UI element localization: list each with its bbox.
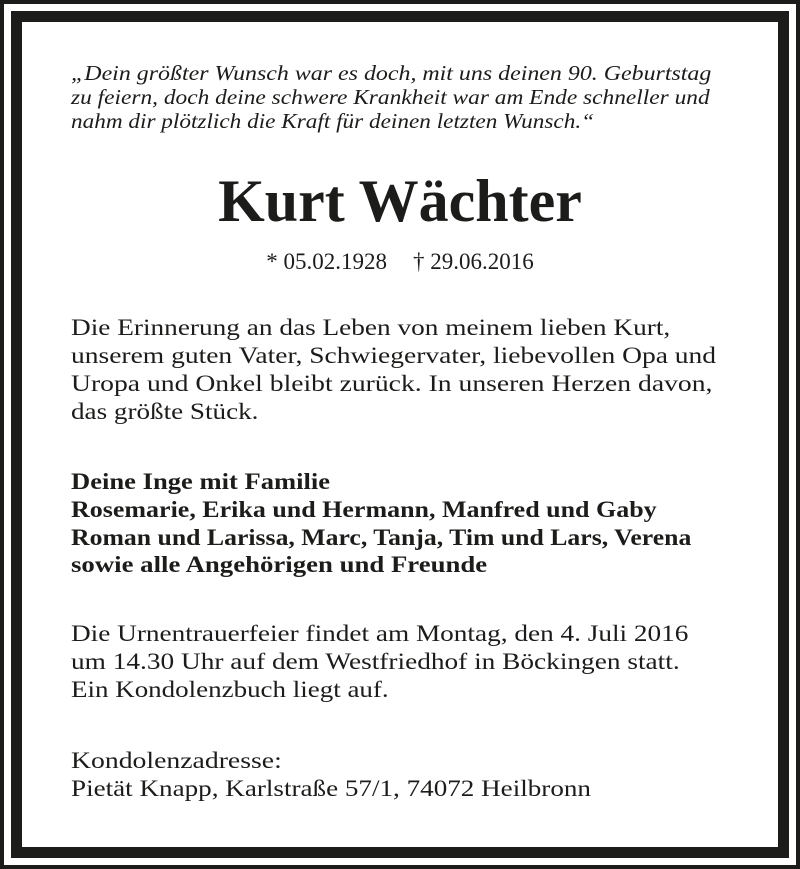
- death-date: † 29.06.2016: [413, 249, 534, 274]
- life-dates: [0, 248, 800, 276]
- quote-line: „Dein größter Wunsch war es doch, mit uns deinen 90. Geburtstag: [71, 61, 712, 85]
- memorial-line: unserem guten Vater, Schwiegervater, liebevollen Opa und: [71, 343, 717, 369]
- mourner-line: Roman und Larissa, Marc, Tanja, Tim und Lars, Verena: [71, 525, 692, 551]
- quote-line: zu feiern, doch deine schwere Krankheit war am Ende schneller und: [71, 85, 710, 109]
- condolence-address-line: Pietät Knapp, Karlstraße 57/1, 74072 Heilbronn: [71, 776, 591, 802]
- memorial-line: das größte Stück.: [71, 399, 259, 425]
- mourner-line: sowie alle Angehörigen und Freunde: [71, 552, 488, 578]
- ceremony-line: Ein Kondolenzbuch liegt auf.: [71, 677, 389, 703]
- mourner-line: Rosemarie, Erika und Hermann, Manfred und Gaby: [71, 497, 657, 523]
- condolence-label: Kondolenzadresse:: [71, 748, 282, 774]
- birth-date: * 05.02.1928: [266, 249, 387, 274]
- quote-line: nahm dir plötzlich die Kraft für deinen letzten Wunsch.“: [71, 109, 595, 133]
- memorial-line: Uropa und Onkel bleibt zurück. In unseren Herzen davon,: [71, 371, 713, 397]
- inner-border: [11, 11, 789, 858]
- mourner-line: Deine Inge mit Familie: [71, 469, 331, 495]
- memorial-line: Die Erinnerung an das Leben von meinem lieben Kurt,: [71, 315, 671, 341]
- ceremony-line: Die Urnentrauerfeier findet am Montag, den 4. Juli 2016: [71, 621, 689, 647]
- ceremony-line: um 14.30 Uhr auf dem Westfriedhof in Böckingen statt.: [71, 649, 680, 675]
- deceased-name: Kurt Wächter: [218, 168, 582, 234]
